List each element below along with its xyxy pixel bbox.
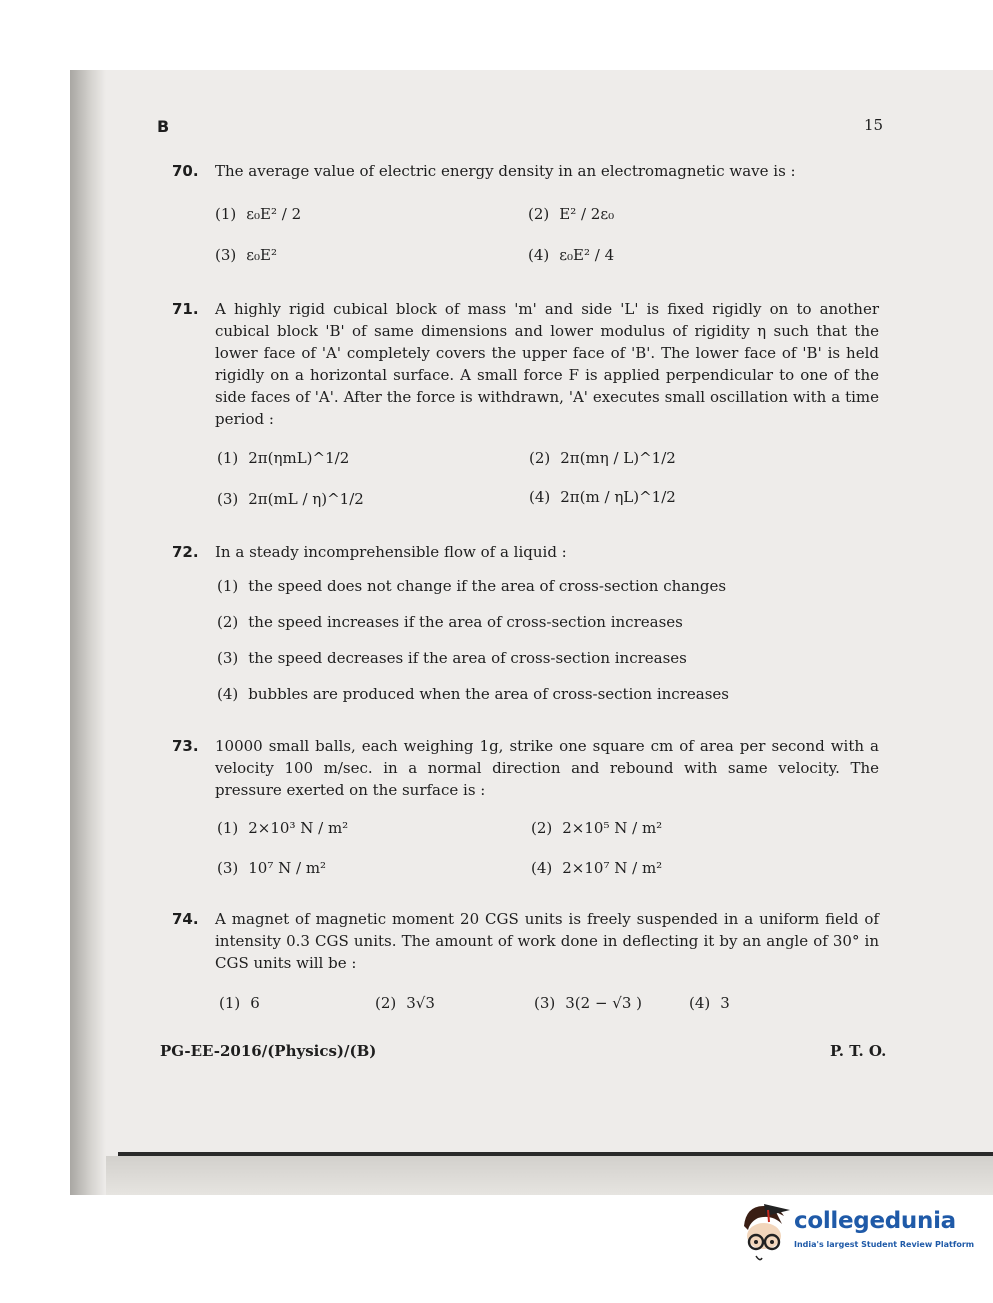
question-number: 72.: [172, 543, 199, 561]
option: (2) 2×10⁵ N / m²: [531, 819, 663, 837]
scan-binding-shadow: [70, 70, 106, 1195]
question-text: The average value of electric energy density in an electromagnetic wave is :: [215, 162, 796, 180]
question-text: In a steady incomprehensible flow of a liquid :: [215, 543, 567, 561]
option: (1) ε₀E² / 2: [215, 205, 302, 223]
option: (2) the speed increases if the area of cross-section increases: [217, 613, 683, 631]
question-text: 10000 small balls, each weighing 1g, strike one square cm of area per second with a velocity 100 m/sec. in a normal direction and rebound with same velocity. The pressure exerted on the surface is :: [215, 737, 879, 799]
please-turn-over: P. T. O.: [830, 1042, 887, 1060]
option: (1) the speed does not change if the area of cross-section changes: [217, 577, 727, 595]
option: (2) 3√3: [375, 994, 435, 1012]
scan-bottom-line: [118, 1152, 993, 1156]
question-number: 74.: [172, 910, 199, 928]
option: (3) 3(2 − √3 ): [534, 994, 643, 1012]
paper-code: PG-EE-2016/(Physics)/(B): [160, 1042, 377, 1060]
question-number: 73.: [172, 737, 199, 755]
option: (3) ε₀E²: [215, 246, 277, 264]
option: (1) 2×10³ N / m²: [217, 819, 349, 837]
logo-brand: collegedunia: [794, 1208, 956, 1234]
option: (4) 2×10⁷ N / m²: [531, 859, 663, 877]
scanned-page: [70, 70, 993, 1195]
option: (4) ε₀E² / 4: [528, 246, 615, 264]
option: (3) the speed decreases if the area of cross-section increases: [217, 649, 687, 667]
set-letter: B: [157, 117, 170, 136]
question-number: 71.: [172, 300, 199, 318]
option: (3) 2π(mL / η)^1/2: [217, 490, 364, 508]
option: (4) 2π(m / ηL)^1/2: [529, 488, 676, 506]
option: (4) 3: [689, 994, 730, 1012]
collegedunia-logo: [738, 1200, 975, 1265]
page-number: 15: [864, 116, 884, 134]
mascot-icon: [738, 1200, 794, 1262]
question-text: A magnet of magnetic moment 20 CGS units is freely suspended in a uniform field of intensity 0.3 CGS units. The amount of work done in deflecting it by an angle of 30° in CGS units will be :: [215, 910, 879, 972]
option: (3) 10⁷ N / m²: [217, 859, 327, 877]
logo-tagline: India's largest Student Review Platform: [794, 1240, 975, 1249]
option: (2) E² / 2ε₀: [528, 205, 615, 223]
question-text: A highly rigid cubical block of mass 'm' and side 'L' is fixed rigidly on to another cubical block 'B' of same dimensions and lower modulus of rigidity η such that the lower face of 'A' completely covers the upper face of 'B'. The lower face of 'B' is held rigidly on a horizontal surface. A small force F is applied perpendicular to one of the side faces of 'A'. After the force is withdrawn, 'A' executes small oscillation with a time period :: [215, 300, 879, 428]
question-number: 70.: [172, 162, 199, 180]
option: (4) bubbles are produced when the area of cross-section increases: [217, 685, 729, 703]
scan-bottom-edge: [106, 1156, 993, 1195]
option: (1) 2π(ηmL)^1/2: [217, 449, 350, 467]
option: (2) 2π(mη / L)^1/2: [529, 449, 676, 467]
option: (1) 6: [219, 994, 260, 1012]
